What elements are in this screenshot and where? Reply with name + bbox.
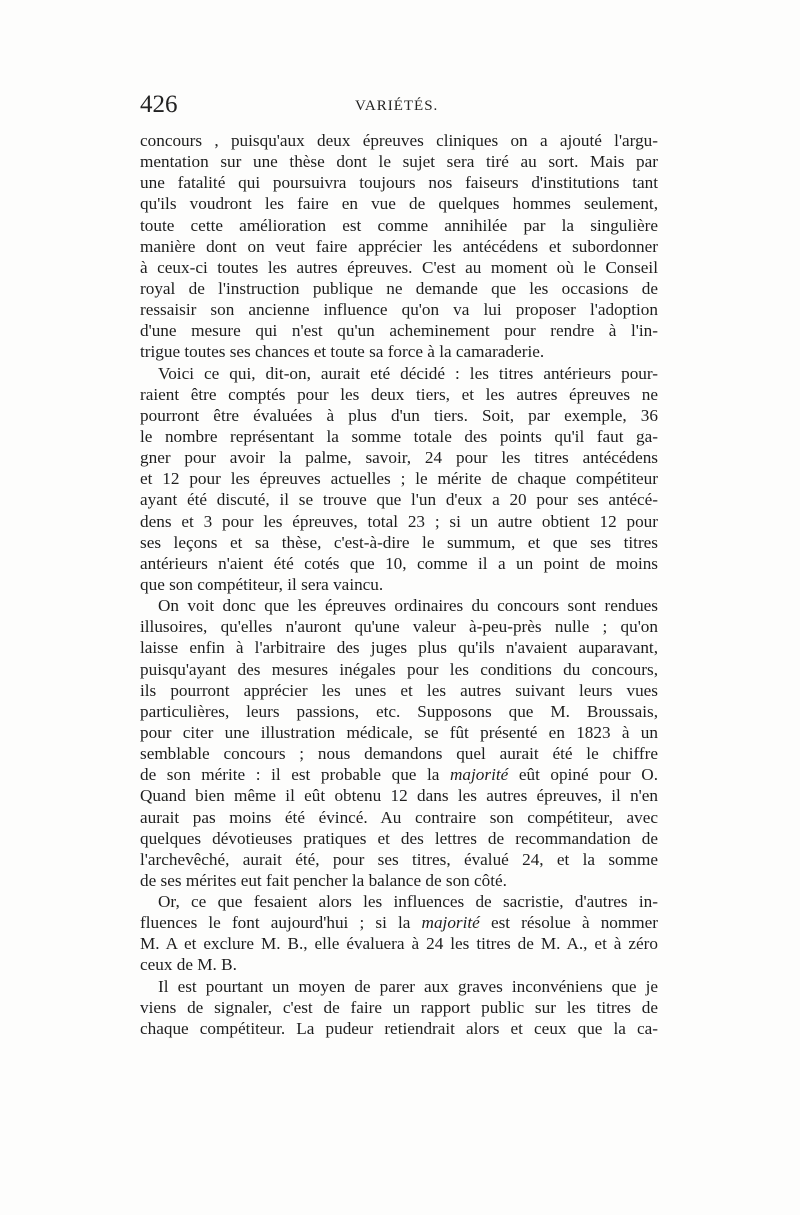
- text-line: à ceux-ci toutes les autres épreuves. C'est au moment où le Conseil: [140, 257, 658, 277]
- text-line: gner pour avoir la palme, savoir, 24 pour les titres antécédens: [140, 448, 658, 468]
- text-line: que son compétiteur, il sera vaincu.: [140, 574, 384, 594]
- text-line: Il est pourtant un moyen de parer aux graves inconvéniens que je: [158, 976, 658, 996]
- text-line: ressaisir son ancienne influence qu'on va lui proposer l'adoption: [140, 300, 658, 320]
- text-line: quelques dévotieuses pratiques et des lettres de recommandation de: [140, 828, 658, 848]
- text-line: ses leçons et sa thèse, c'est-à-dire le summum, et que ses titres: [140, 532, 658, 552]
- text-line: puisqu'ayant des mesures inégales pour les conditions du concours,: [140, 659, 658, 679]
- text-line: On voit donc que les épreuves ordinaires du concours sont rendues: [158, 596, 658, 616]
- text-line: ils pourront apprécier les unes et les autres suivant leurs vues: [140, 680, 658, 700]
- text-line: ceux de M. B.: [140, 955, 237, 975]
- text-line: M. A et exclure M. B., elle évaluera à 24 les titres de M. A., et à zéro: [140, 934, 658, 954]
- text-line: particulières, leurs passions, etc. Supposons que M. Broussais,: [140, 701, 658, 721]
- text-line: et 12 pour les épreuves actuelles ; le mérite de chaque compétiteur: [140, 469, 658, 489]
- running-head: VARIÉTÉS.: [355, 98, 439, 114]
- text-line: illusoires, qu'elles n'auront qu'une valeur à-peu-près nulle ; qu'on: [140, 617, 658, 637]
- text-line: dens et 3 pour les épreuves, total 23 ; si un autre obtient 12 pour: [140, 511, 658, 531]
- page-number: 426: [140, 91, 178, 118]
- text-line: Or, ce que fesaient alors les influences de sacristie, d'autres in-: [158, 892, 658, 912]
- text-line: une fatalité qui poursuivra toujours nos faiseurs d'institutions tant: [140, 173, 658, 193]
- text-line: de son mérite : il est probable que la majorité eût opiné pour O.: [140, 765, 658, 785]
- text-line: trigue toutes ses chances et toute sa force à la camaraderie.: [140, 342, 545, 362]
- text-line: pour citer une illustration médicale, se fût présenté en 1823 à un: [140, 722, 658, 742]
- text-line: Voici ce qui, dit-on, aurait eté décidé : les titres antérieurs pour-: [158, 363, 658, 383]
- page-header: [140, 90, 660, 120]
- text-line: le nombre représentant la somme totale des points qu'il faut ga-: [140, 426, 658, 446]
- text-line: fluences le font aujourd'hui ; si la majorité est résolue à nommer: [140, 913, 658, 933]
- text-line: royal de l'instruction publique ne demande que les occasions de: [140, 278, 658, 298]
- text-line: ayant été discuté, il se trouve que l'un d'eux a 20 pour ses antécé-: [140, 490, 658, 510]
- text-line: de ses mérites eut fait pencher la balance de son côté.: [140, 870, 507, 890]
- text-line: semblable concours ; nous demandons quel aurait été le chiffre: [140, 744, 658, 764]
- text-line: chaque compétiteur. La pudeur retiendrait alors et ceux que la ca-: [140, 1018, 658, 1038]
- text-line: laisse enfin à l'arbitraire des juges plus qu'ils n'avaient auparavant,: [140, 638, 658, 658]
- text-line: raient être comptés pour les deux tiers, et les autres épreuves ne: [140, 384, 658, 404]
- text-line: aurait pas moins été évincé. Au contraire son compétiteur, avec: [140, 807, 658, 827]
- text-line: mentation sur une thèse dont le sujet sera tiré au sort. Mais par: [140, 152, 658, 172]
- text-line: toute cette amélioration est comme annihilée par la singulière: [140, 215, 658, 235]
- text-line: manière dont on veut faire apprécier les antécédens et subordonner: [140, 236, 658, 256]
- text-line: pourront être évaluées à plus d'un tiers. Soit, par exemple, 36: [140, 405, 658, 425]
- text-line: qu'ils voudront les faire en vue de quelques hommes seulement,: [140, 194, 658, 214]
- body-text: [140, 130, 658, 1039]
- text-line: Quand bien même il eût obtenu 12 dans les autres épreuves, il n'en: [140, 786, 658, 806]
- text-line: d'une mesure qui n'est qu'un acheminement pour rendre à l'in-: [140, 321, 658, 341]
- text-line: antérieurs n'aient été cotés que 10, comme il a un point de moins: [140, 553, 658, 573]
- text-line: l'archevêché, aurait été, pour ses titres, évalué 24, et la somme: [140, 849, 658, 869]
- text-line: concours , puisqu'aux deux épreuves cliniques on a ajouté l'argu-: [140, 131, 658, 150]
- text-line: viens de signaler, c'est de faire un rapport public sur les titres de: [140, 997, 658, 1017]
